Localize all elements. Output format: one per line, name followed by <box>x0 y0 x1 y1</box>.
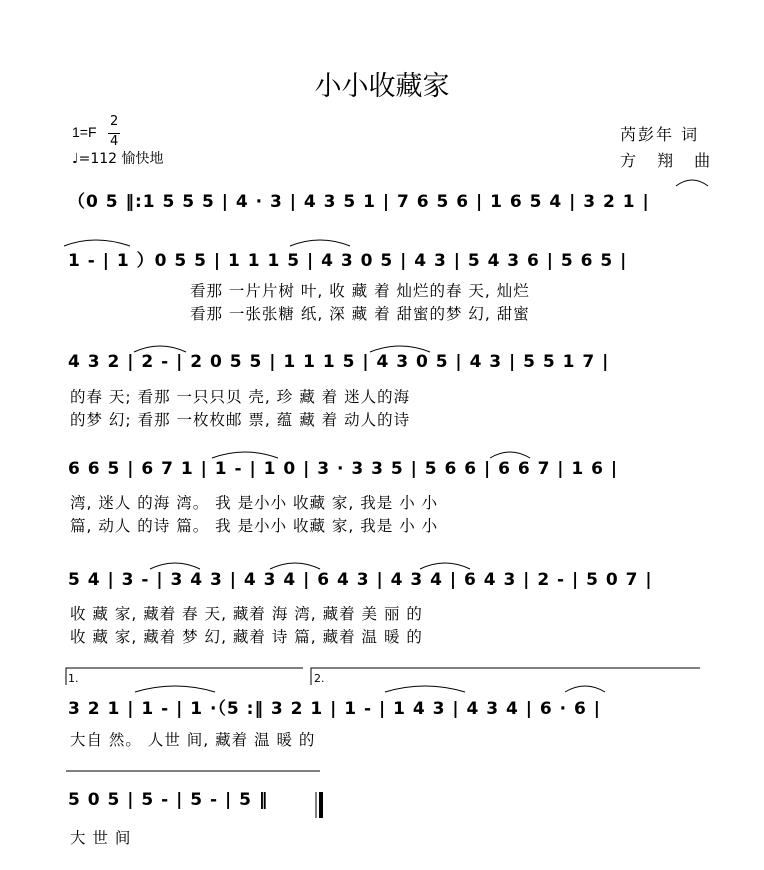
tie-arc <box>385 686 465 692</box>
system-4-lyrics-verse-2: 篇, 动人 的诗 篇。 我 是小小 收藏 家, 我是 小 小 <box>70 517 439 535</box>
system-1-notes: （0 5 ‖:1 5 5 5 | 4 · 3 | 4 3 5 1 | 7 6 5 6 | 1 6 5 4 | 3 2 1 | <box>68 192 650 212</box>
system-7-notes: 5 0 5 | 5 - | 5 - | 5 ‖ <box>68 790 269 810</box>
system-3-lyrics-verse-2: 的梦 幻; 看那 一枚枚邮 票, 蕴 藏 着 动人的诗 <box>70 411 411 429</box>
tie-arc <box>490 452 530 458</box>
time-signature-denominator: 4 <box>110 134 119 149</box>
tie-arc <box>135 686 215 692</box>
tie-arc <box>150 563 200 569</box>
tempo-marking <box>72 148 164 168</box>
system-4-notes: 6 6 5 | 6 7 1 | 1 - | 1 0 | 3 · 3 3 5 | 5 6 6 | 6 6 7 | 1 6 | <box>68 459 619 479</box>
second-ending-bracket <box>311 668 700 685</box>
tempo-text: =112 愉快地 <box>78 151 164 167</box>
system-7-lyrics: 大 世 间 <box>70 829 132 847</box>
tie-arc <box>270 563 320 569</box>
system-6-notes: 3 2 1 | 1 - | 1 ·（5 :‖ 3 2 1 | 1 - | 1 4 3 | 4 3 4 | 6 · 6 | <box>68 699 601 719</box>
lyricist-credit: 芮彭年 词 <box>620 125 700 144</box>
system-6-lyrics: 大自 然。 人世 间, 藏着 温 暖 的 <box>70 731 316 749</box>
time-signature-numerator: 2 <box>110 114 119 129</box>
tie-arc <box>420 563 470 569</box>
key-signature: 1=F <box>72 124 97 140</box>
system-2-lyrics-verse-2: 看那 一张张糖 纸, 深 藏 着 甜蜜的梦 幻, 甜蜜 <box>190 305 530 323</box>
quarter-note-icon: ♩ <box>72 151 79 167</box>
tie-arc <box>212 452 278 458</box>
first-ending-label: 1. <box>68 672 79 685</box>
system-2-notes: 1 - | 1 ）0 5 5 | 1 1 1 5 | 4 3 0 5 | 4 3 | 5 4 3 6 | 5 6 5 | <box>68 251 628 271</box>
tie-arc <box>676 180 708 186</box>
song-title: 小小收藏家 <box>314 71 450 102</box>
system-5-lyrics-verse-2: 收 藏 家, 藏着 梦 幻, 藏着 诗 篇, 藏着 温 暖 的 <box>70 628 423 646</box>
system-3-notes: 4 3 2 | 2 - | 2 0 5 5 | 1 1 1 5 | 4 3 0 5 | 4 3 | 5 5 1 7 | <box>68 352 610 372</box>
system-3-lyrics-verse-1: 的春 天; 看那 一只只贝 壳, 珍 藏 着 迷人的海 <box>70 388 411 406</box>
system-5-lyrics-verse-1: 收 藏 家, 藏着 春 天, 藏着 海 湾, 藏着 美 丽 的 <box>70 605 423 623</box>
system-5-notes: 5 4 | 3 - | 3 4 3 | 4 3 4 | 6 4 3 | 4 3 4 | 6 4 3 | 2 - | 5 0 7 | <box>68 570 653 590</box>
composer-credit: 方 翔 曲 <box>620 151 719 170</box>
second-ending-label: 2. <box>314 672 325 685</box>
system-4-lyrics-verse-1: 湾, 迷人 的海 湾。 我 是小小 收藏 家, 我是 小 小 <box>70 494 439 512</box>
first-ending-bracket <box>66 668 303 685</box>
tie-arc <box>565 686 605 692</box>
system-2-lyrics-verse-1: 看那 一片片树 叶, 收 藏 着 灿烂的春 天, 灿烂 <box>190 282 530 300</box>
